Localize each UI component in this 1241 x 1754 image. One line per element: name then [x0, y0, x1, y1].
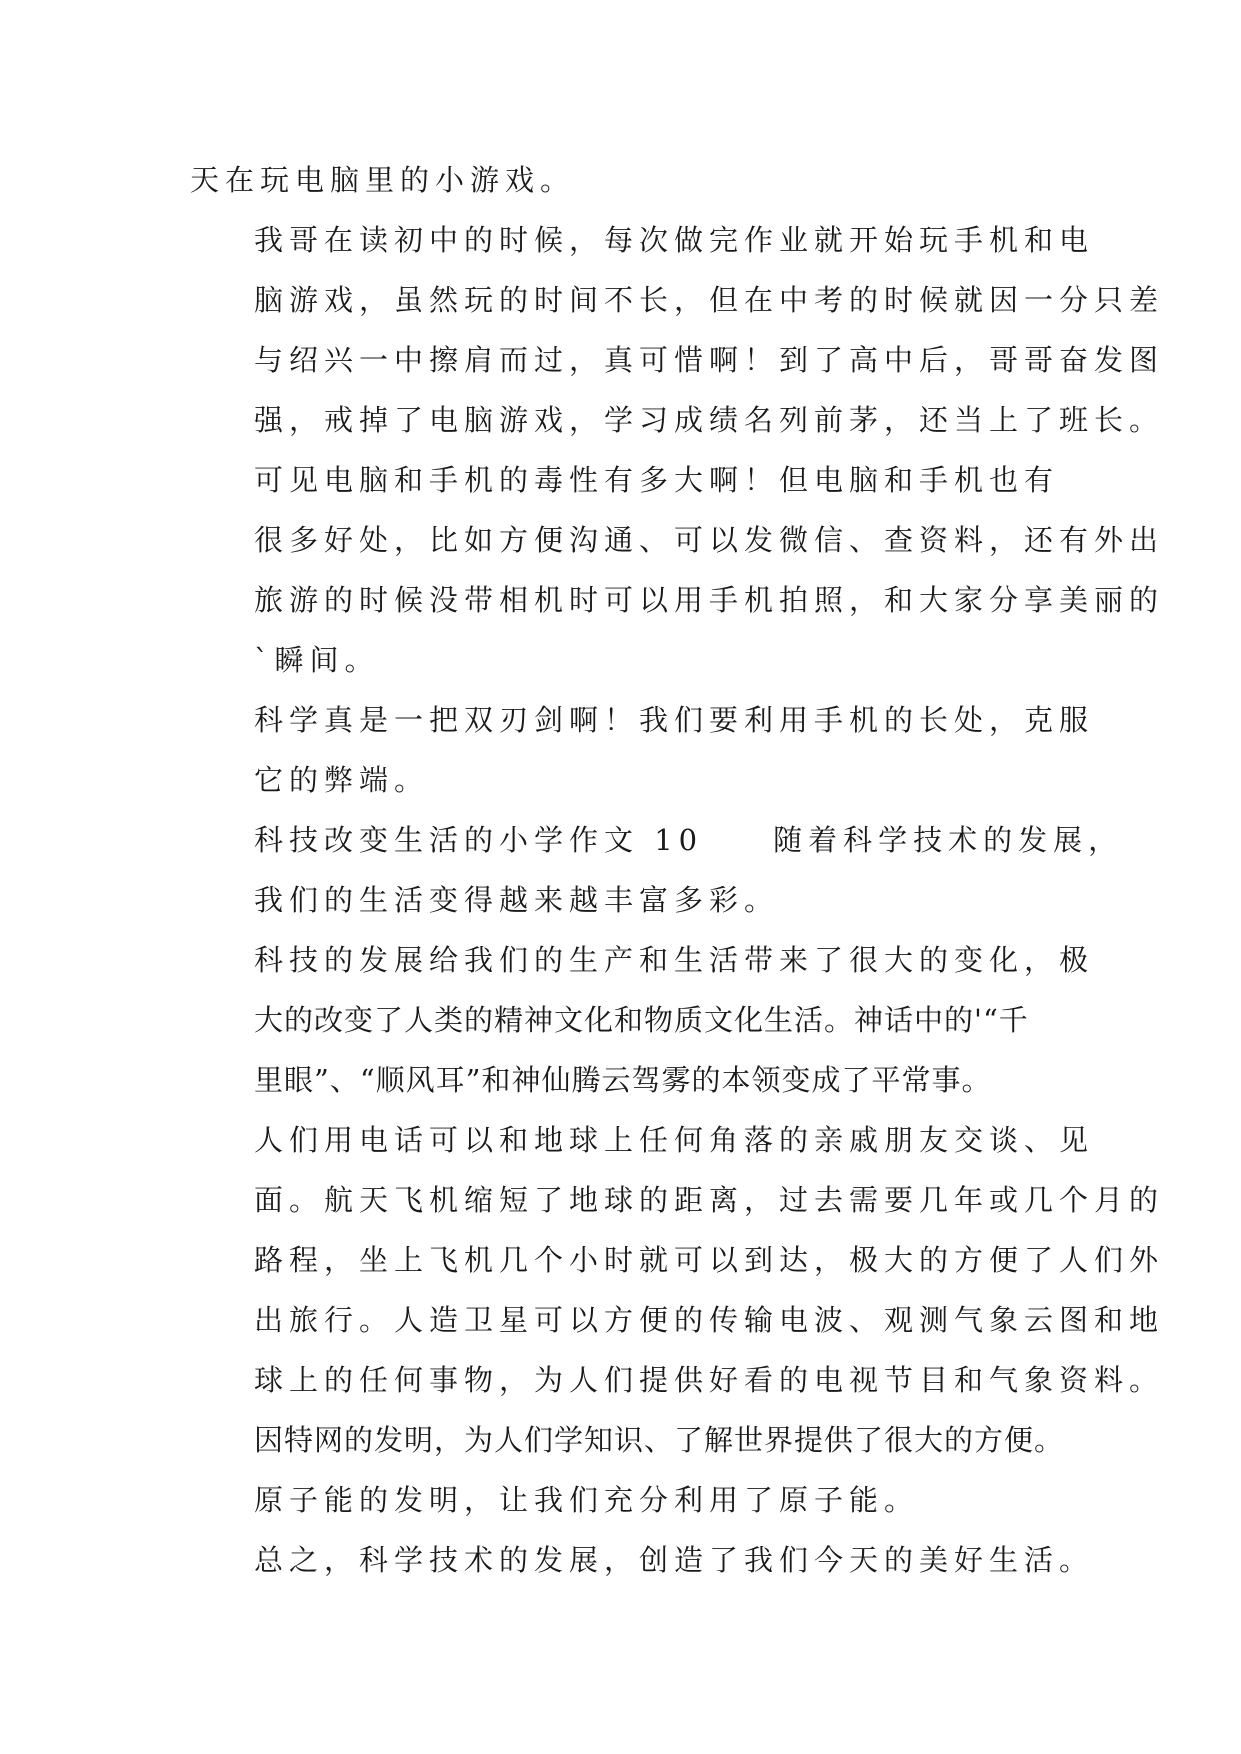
text-line: 强，戒掉了电脑游戏，学习成绩名列前茅，还当上了班长。	[254, 403, 1165, 437]
paragraph	[190, 690, 1095, 810]
paragraph	[190, 1110, 1165, 1530]
text-line: 天在玩电脑里的小游戏。	[190, 163, 576, 197]
text-line: 总之，科学技术的发展，创造了我们今天的美好生活。	[254, 1543, 1095, 1577]
text-line: 人们用电话可以和地球上任何角落的亲戚朋友交谈、见	[254, 1123, 1095, 1157]
text-line: `瞬间。	[254, 643, 380, 677]
text-line: 出旅行。人造卫星可以方便的传输电波、观测气象云图和地	[254, 1303, 1165, 1337]
text-line: 科学真是一把双刃剑啊！我们要利用手机的长处，克服	[254, 703, 1095, 737]
text-line: 科技改变生活的小学作文 10 随着科学技术的发展，	[254, 823, 1124, 857]
text-line: 我哥在读初中的时候，每次做完作业就开始玩手机和电	[254, 223, 1095, 257]
text-line: 科技的发展给我们的生产和生活带来了很大的变化，极	[254, 943, 1095, 977]
text-line: 我们的生活变得越来越丰富多彩。	[254, 883, 780, 917]
text-line: 面。航天飞机缩短了地球的距离，过去需要几年或几个月的	[254, 1183, 1165, 1217]
document-body	[190, 150, 1165, 1590]
text-line: 脑游戏，虽然玩的时间不长，但在中考的时候就因一分只差	[254, 283, 1165, 317]
text-line: 很多好处，比如方便沟通、可以发微信、查资料，还有外出	[254, 523, 1165, 557]
text-line: 原子能的发明，让我们充分利用了原子能。	[254, 1483, 920, 1517]
text-line: 它的弊端。	[254, 763, 430, 797]
paragraph	[190, 810, 1124, 930]
text-line: 路程，坐上飞机几个小时就可以到达，极大的方便了人们外	[254, 1243, 1165, 1277]
paragraph	[190, 1530, 1095, 1590]
text-line: 旅游的时候没带相机时可以用手机拍照，和大家分享美丽的	[254, 583, 1165, 617]
paragraph	[190, 210, 1165, 450]
paragraph	[190, 450, 1165, 690]
text-line: 球上的任何事物，为人们提供好看的电视节目和气象资料。	[254, 1363, 1165, 1397]
paragraph	[190, 930, 1095, 1110]
paragraph	[190, 150, 1070, 210]
text-line: 里眼”、“顺风耳”和神仙腾云驾雾的本领变成了平常事。	[254, 1063, 992, 1097]
text-line: 可见电脑和手机的毒性有多大啊！但电脑和手机也有	[254, 463, 1060, 497]
text-line: 与绍兴一中擦肩而过，真可惜啊！到了高中后，哥哥奋发图	[254, 343, 1165, 377]
text-line: 因特网的发明，为人们学知识、了解世界提供了很大的方便。	[254, 1423, 1065, 1457]
text-line: 大的改变了人类的精神文化和物质文化生活。神话中的'“千	[254, 1003, 1029, 1037]
